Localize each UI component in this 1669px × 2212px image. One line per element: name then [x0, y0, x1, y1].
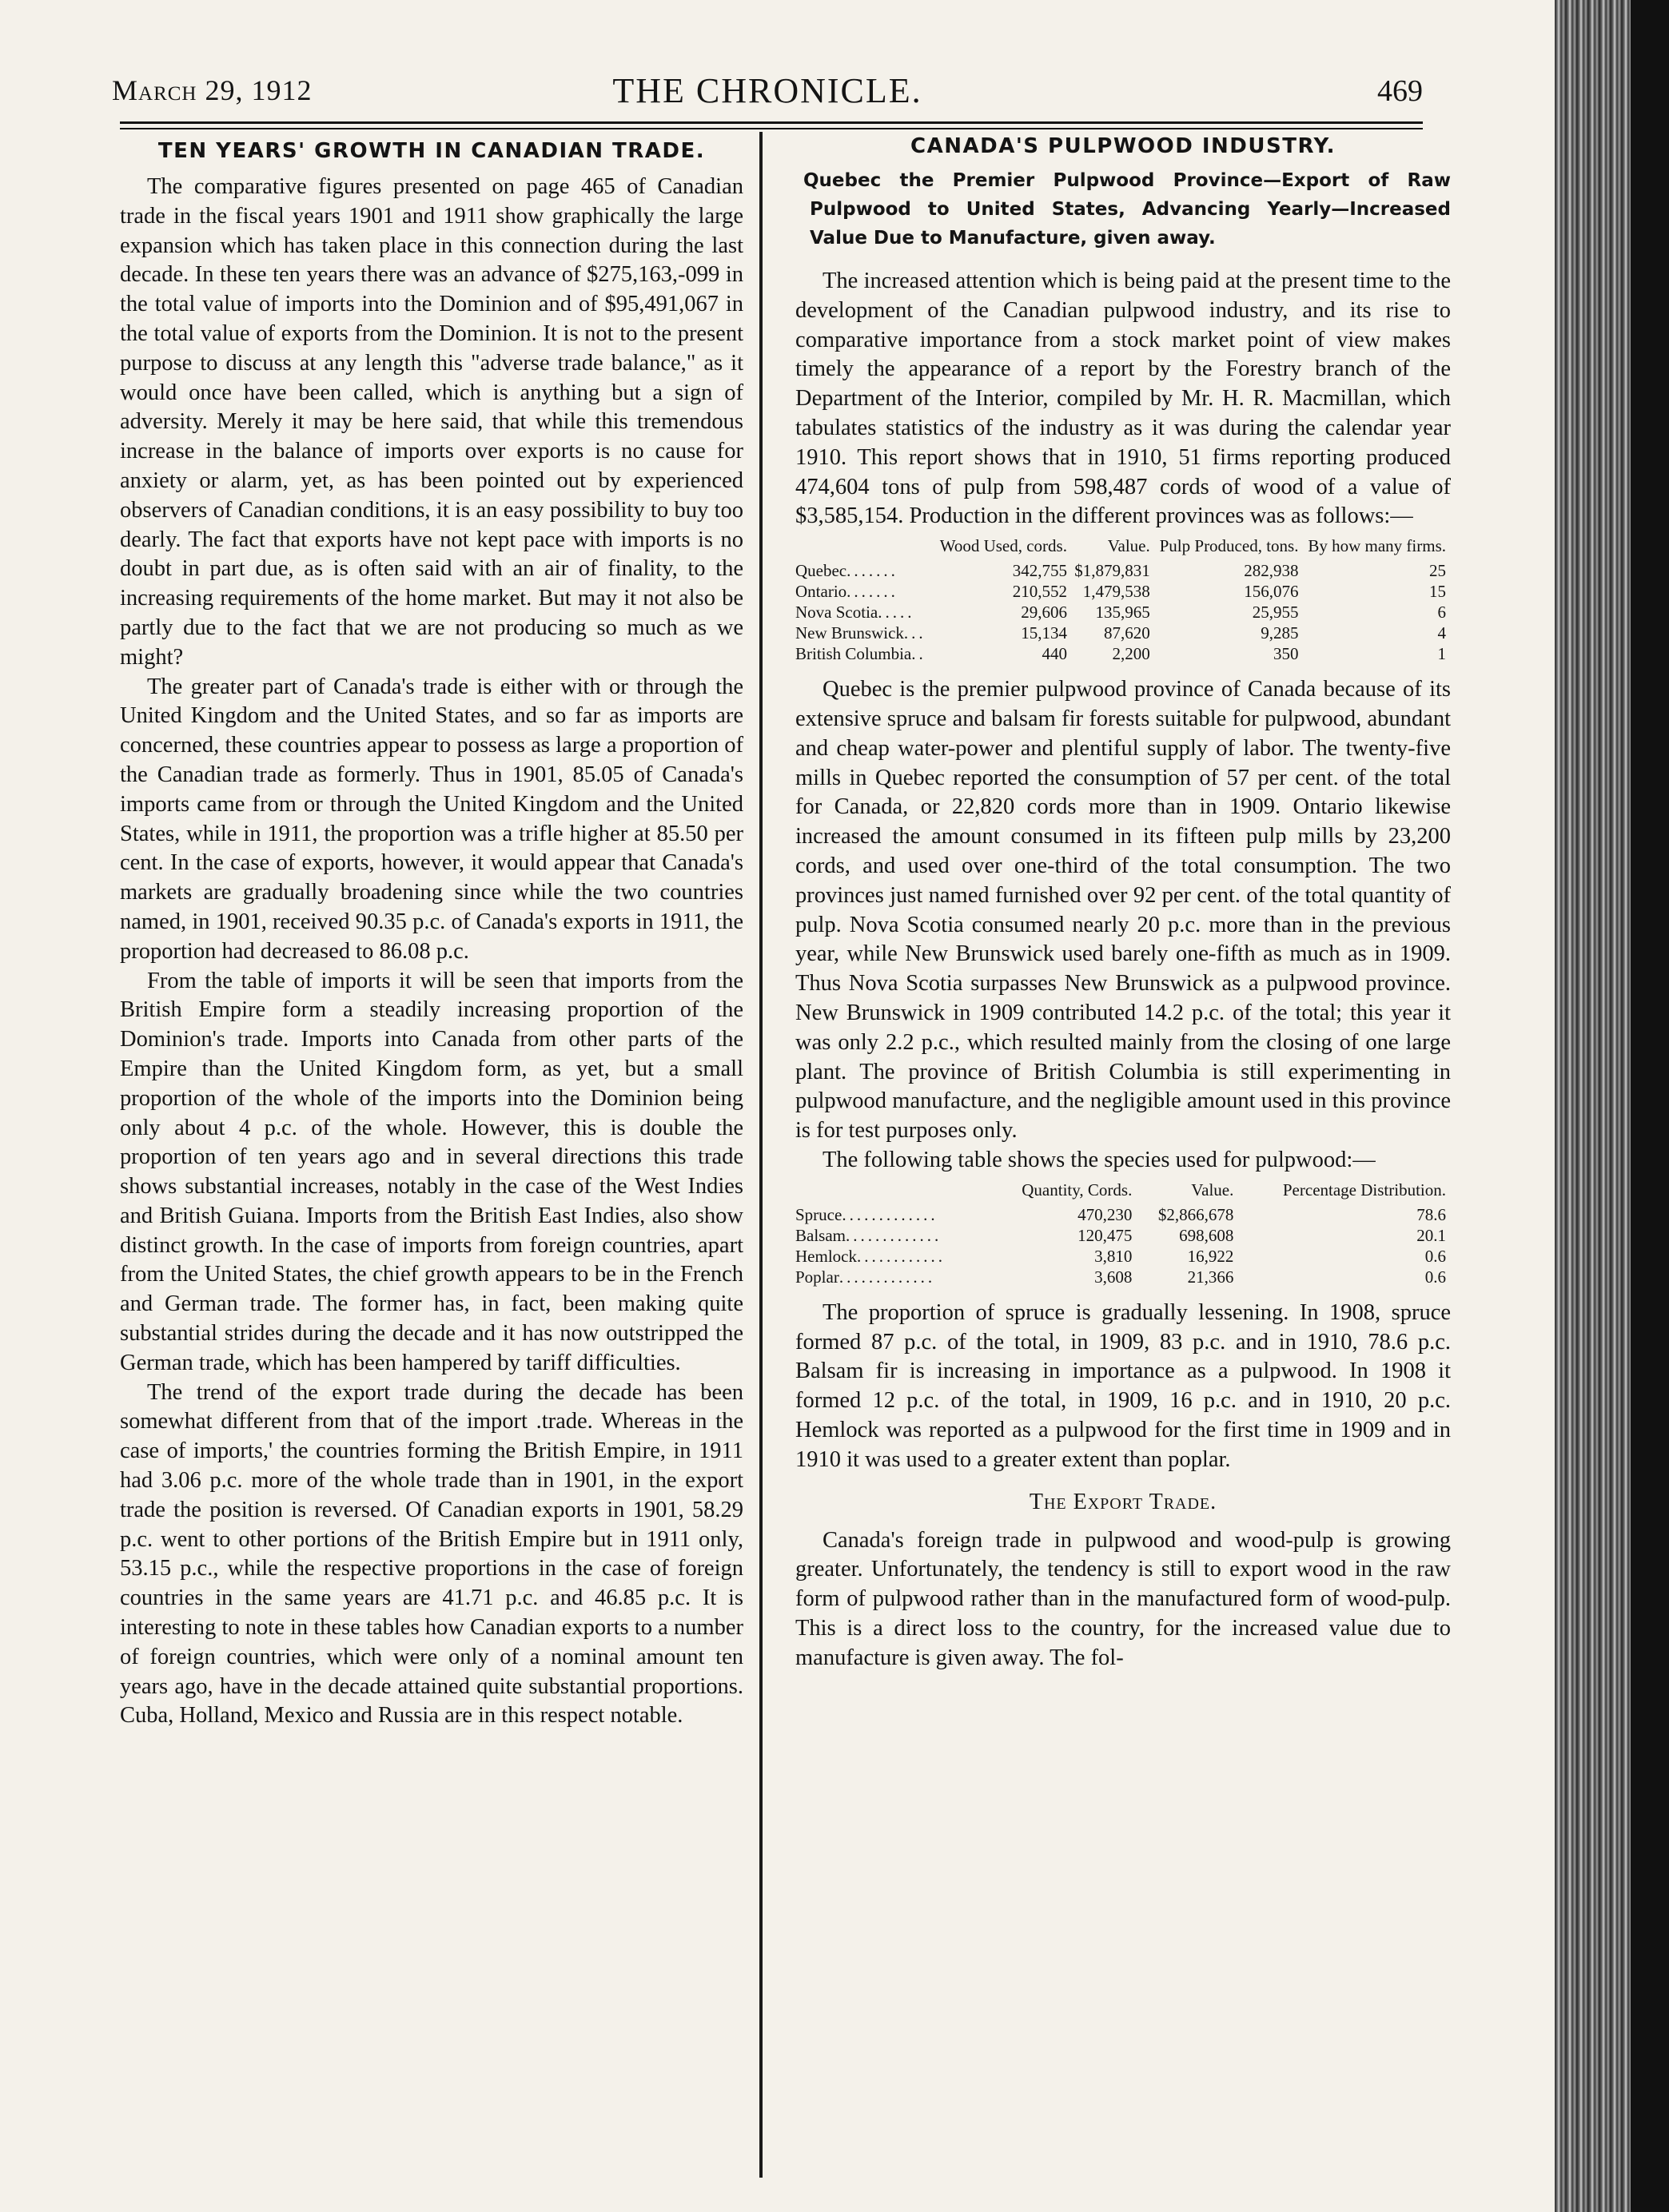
issue-date: March 29, 1912 [112, 74, 313, 106]
table-header: Wood Used, cords. [939, 536, 1067, 556]
article-paragraph: The greater part of Canada's trade is either with or through the United Kingdom and the United States, and so far as imports are concerned, these countries appear to possess as large a proportion of the Canadian trade as formerly. Thus in 1901, 85.05 of Canada's imports came from or through the United Kingdom and the United States, while in 1911, the proportion was a trifle higher at 85.50 per cent. In the case of exports, however, it would appear that Canada's markets are gradually broadening since while the two countries named, in 1901, received 90.35 p.c. of Canada's exports in 1911, the proportion had decreased to 86.08 p.c. [120, 674, 743, 964]
article-deck: Quebec the Premier Pulpwood Province—Export of Raw Pulpwood to United States, Advancing Yearly—Increased Value Due to Manufacture, given away. [803, 170, 1451, 249]
species-name: Hemlock............ [795, 1246, 946, 1266]
table-row [795, 1225, 1451, 1246]
table-row [795, 581, 1451, 602]
table-header [795, 536, 935, 560]
value-cell: 1,479,538 [1082, 582, 1150, 602]
page-number: 469 [1377, 74, 1423, 108]
province-name: Quebec....... [795, 561, 898, 581]
value-cell: 135,965 [1095, 603, 1150, 623]
article-headline: TEN YEARS' GROWTH IN CANADIAN TRADE. [157, 139, 706, 163]
value-cell: $1,879,831 [1074, 561, 1150, 581]
page-header [112, 71, 1423, 121]
percentage-cell: 78.6 [1416, 1204, 1446, 1224]
cords-cell: 470,230 [1077, 1204, 1133, 1224]
table-row [795, 1246, 1451, 1267]
firms-cell: 25 [1429, 561, 1446, 581]
table-header: Quantity, Cords. [1022, 1180, 1133, 1199]
article-paragraph: The following table shows the species used for pulpwood:— [823, 1147, 1376, 1172]
cords-cell: 210,552 [1012, 582, 1067, 602]
species-table [795, 1180, 1451, 1287]
article-paragraph: The proportion of spruce is gradually lessening. In 1908, spruce formed 87 p.c. of the total, in 1909, 83 p.c. and in 1910, 78.6 p.c. Balsam fir is increasing in importance as a pulpwood. In 1908 it formed 12 p.c. of the total, in 1909, 16 p.c. and in 1910, 20 p.c. Hemlock was reported as a pulpwood for the first time in 1909 and in 1910 it was used to a greater extent than poplar. [795, 1299, 1451, 1472]
right-column [795, 134, 1451, 2180]
firms-cell: 6 [1437, 603, 1446, 623]
scan-border [1631, 0, 1669, 2212]
cords-cell: 3,810 [1094, 1246, 1133, 1266]
firms-cell: 1 [1437, 644, 1446, 664]
table-header-row [795, 1180, 1451, 1204]
percentage-cell: 20.1 [1416, 1225, 1446, 1245]
percentage-cell: 0.6 [1424, 1246, 1446, 1266]
article-paragraph: The increased attention which is being paid at the present time to the development of the Canadian pulpwood industry, and its rise to comparative importance from a stock market point of view makes timely the appearance of a report by the Forestry branch of the Department of the Interior, compiled by Mr. H. R. Macmillan, which tabulates statistics of the industry as it was during the calendar year 1910. This report shows that in 1910, 51 firms reporting produced 474,604 tons of pulp from 598,487 cords of wood of a value of $3,585,154. Production in the different provinces was as follows:— [795, 269, 1451, 529]
table-header: Percentage Distribution. [1282, 1180, 1446, 1199]
firms-cell: 15 [1429, 582, 1446, 602]
table-row [795, 643, 1451, 664]
province-name: Ontario....... [795, 582, 898, 602]
table-row [795, 1204, 1451, 1225]
cords-cell: 120,475 [1077, 1225, 1133, 1245]
cords-cell: 29,606 [1021, 603, 1067, 623]
species-name: Poplar............. [795, 1267, 936, 1287]
table-header-row [795, 536, 1451, 560]
publication-title: THE CHRONICLE. [612, 71, 922, 110]
tons-cell: 156,076 [1244, 582, 1299, 602]
value-cell: 16,922 [1187, 1246, 1234, 1266]
province-name: British Columbia.. [795, 644, 926, 664]
table-header: Value. [1107, 536, 1150, 556]
article-paragraph: From the table of imports it will be seen that imports from the British Empire form a steadily increasing proportion of the Dominion's trade. Imports into Canada from other parts of the Empire than the United Kingdom form, as yet, but a small proportion of the whole of the imports into the Dominion being only about 4 p.c. of the whole. However, this is double the proportion of ten years ago and in several directions this trade shows substantial increases, notably in the case of the West Indies and British Guiana. Imports from the British East Indies, also show distinct growth. In the case of imports from foreign countries, apart from the United States, the chief growth appears to be in the French and German trade. The former has, in fact, been making quite substantial strides during the decade and it has now outstripped the German trade, which has been hampered by tariff difficulties. [120, 968, 743, 1375]
cords-cell: 342,755 [1012, 561, 1067, 581]
tons-cell: 9,285 [1261, 623, 1299, 643]
cords-cell: 440 [1042, 644, 1067, 664]
percentage-cell: 0.6 [1424, 1267, 1446, 1287]
province-name: Nova Scotia..... [795, 603, 915, 623]
table-header: Pulp Produced, tons. [1159, 536, 1299, 556]
section-subheading: The Export Trade. [1029, 1489, 1217, 1514]
species-name: Spruce............. [795, 1204, 938, 1224]
value-cell: 87,620 [1104, 623, 1150, 643]
province-name: New Brunswick... [795, 623, 926, 643]
table-row [795, 1267, 1451, 1287]
column-divider [759, 132, 763, 2178]
firms-cell: 4 [1437, 623, 1446, 643]
table-row [795, 560, 1451, 581]
value-cell: 21,366 [1187, 1267, 1234, 1287]
value-cell: 698,608 [1179, 1225, 1234, 1245]
table-header: Value. [1191, 1180, 1234, 1199]
header-rule [120, 121, 1423, 124]
value-cell: $2,866,678 [1157, 1204, 1234, 1224]
table-header [795, 1180, 991, 1204]
table-row [795, 623, 1451, 643]
table-header: By how many firms. [1308, 536, 1446, 556]
value-cell: 2,200 [1112, 644, 1150, 664]
article-paragraph: Canada's foreign trade in pulpwood and wood-pulp is growing greater. Unfortunately, the tendency is still to export wood in the raw form of pulpwood rather than in the manufactured form of wood-pulp. This is a direct loss to the country, for the increased value due to manufacture is given away. The fol- [795, 1527, 1451, 1670]
article-headline: CANADA'S PULPWOOD INDUSTRY. [910, 134, 1336, 158]
article-paragraph: Quebec is the premier pulpwood province of Canada because of its extensive spruce and balsam fir forests suitable for pulpwood, abundant and cheap water-power and plentiful supply of labor. The twenty-five mills in Quebec reported the consumption of 57 per cent. of the total for Canada, or 22,820 cords more than in 1909. Ontario likewise increased the amount consumed in its fifteen pulp mills by 23,200 cords, and used over one-third of the total consumption. The two provinces just named furnished over 92 per cent. of the total quantity of pulp. Nova Scotia consumed nearly 20 p.c. more than in the previous year, while New Brunswick used barely one-fifth as much as in 1909. Thus Nova Scotia surpasses New Brunswick as a pulpwood province. New Brunswick in 1909 contributed 14.2 p.c. of the total; this year it was only 2.2 p.c., which resulted mainly from the closing of one large plant. The province of British Columbia is still experimenting in pulpwood manufacture, and the negligible amount used in this province is for test purposes only. [795, 677, 1451, 1144]
header-rule-thin [120, 128, 1423, 129]
left-column [120, 134, 743, 2180]
tons-cell: 25,955 [1252, 603, 1299, 623]
table-row [795, 602, 1451, 623]
tons-cell: 282,938 [1244, 561, 1299, 581]
species-name: Balsam............. [795, 1225, 942, 1245]
cords-cell: 15,134 [1021, 623, 1067, 643]
article-paragraph: The comparative figures presented on page 465 of Canadian trade in the fiscal years 1901 and 1911 show graphically the large expansion which has taken place in this connection during the last decade. In these ten years there was an advance of $275,163,-099 in the total value of imports into the Dominion and of $95,491,067 in the total value of exports from the Dominion. It is not to the present purpose to discuss at any length this "adverse trade balance," as it would once have been called, which is anything but a sign of adversity. Merely it may be here said, that while this tremendous increase in the balance of imports over exports is no cause for anxiety or alarm, yet, as has been pointed out by experienced observers of Canadian conditions, it is an easy possibility to buy too dearly. The fact that exports have not kept pace with imports is no doubt in part due, as is often said with an air of finality, to the increasing requirements of the home market. But may it not also be partly due to the fact that we are not producing so much as we might? [120, 174, 743, 670]
cords-cell: 3,608 [1094, 1267, 1133, 1287]
province-table [795, 536, 1451, 664]
article-paragraph: The trend of the export trade during the decade has been somewhat different from that of the import .trade. Whereas in the case of imports,' the countries forming the British Empire, in 1911 had 3.06 p.c. more of the whole trade than in 1901, in the export trade the position is reversed. Of Canadian exports in 1901, 58.29 p.c. went to other portions of the British Empire but in 1911 only, 53.15 p.c., while the respective proportions in the case of foreign countries in the same years are 41.71 p.c. and 46.85 p.c. It is interesting to note in these tables how Canadian exports to a number of foreign countries, which were only of a nominal amount ten years ago, have in the decade attained quite substantial proportions. Cuba, Holland, Mexico and Russia are in this respect notable. [120, 1379, 743, 1729]
tons-cell: 350 [1273, 644, 1299, 664]
